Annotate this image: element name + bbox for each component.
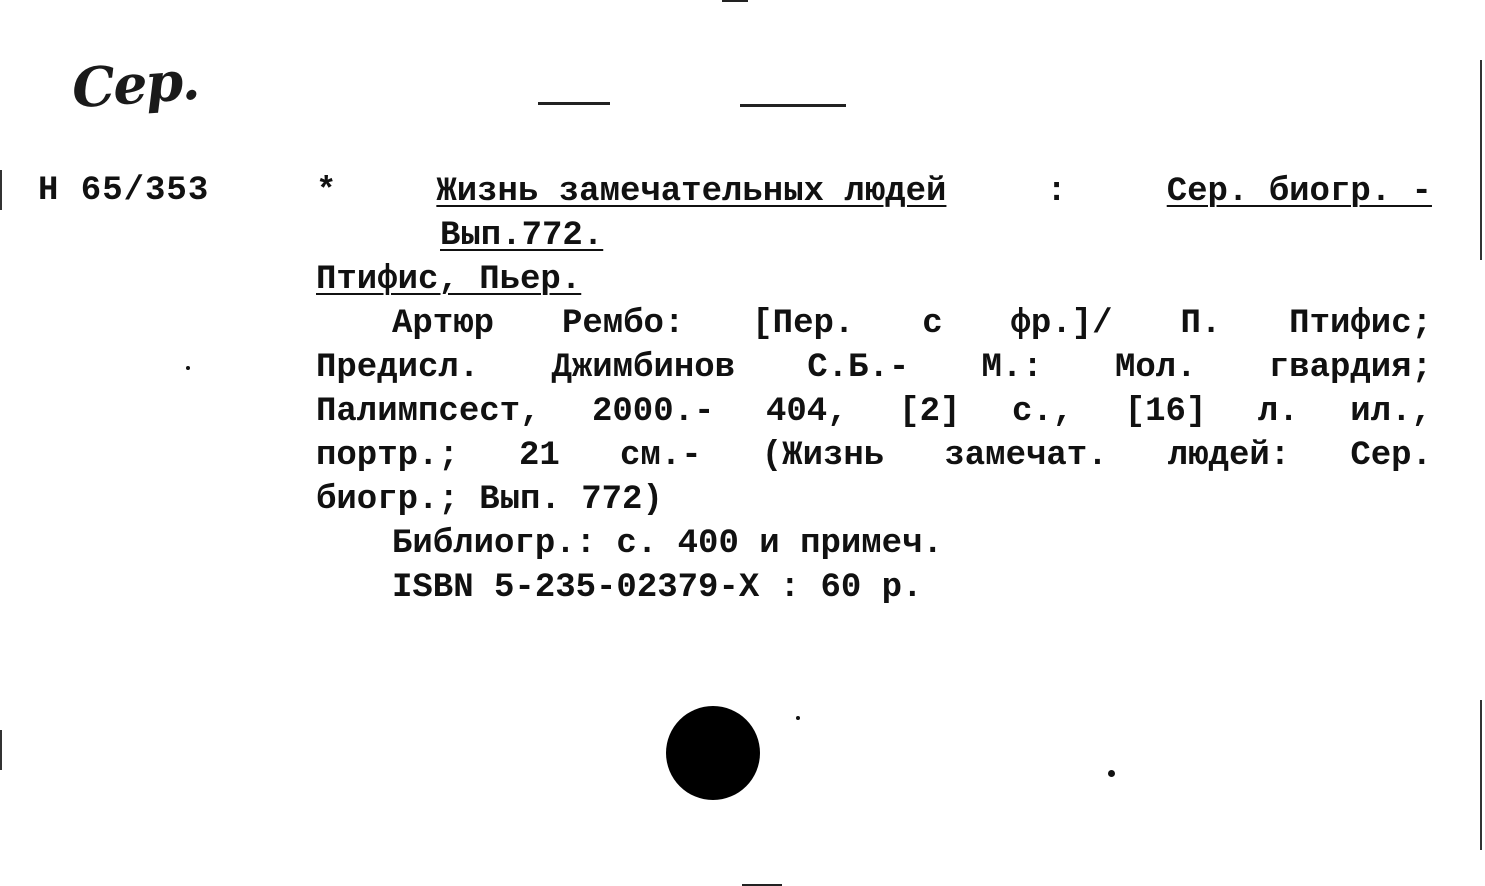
series-asterisk: *: [316, 173, 337, 211]
card-edge-mark: [0, 170, 2, 210]
description-word: биогр.; Вып. 772): [316, 481, 663, 519]
description-word: см.-: [619, 437, 702, 475]
description-word: портр.;: [316, 437, 459, 475]
description-word: Палимпсест,: [316, 393, 541, 431]
description-line: [316, 346, 1432, 390]
description-word: [2]: [899, 393, 961, 431]
card-edge-mark: [0, 730, 2, 770]
description-word: Джимбинов: [551, 349, 736, 387]
description-line: [316, 390, 1432, 434]
description-word: Сер.: [1350, 437, 1432, 475]
description-line: [316, 434, 1432, 478]
dash-mark-left: [538, 102, 610, 105]
isbn-price: ISBN 5-235-02379-X : 60 р.: [392, 569, 923, 607]
description-word: Рембо:: [561, 305, 685, 343]
description-line: [316, 478, 663, 522]
handwritten-series-mark: Сер.: [69, 47, 200, 121]
description-word: П.: [1180, 305, 1222, 343]
description-word: М.:: [981, 349, 1043, 387]
description-word: 21: [519, 437, 560, 475]
description-word: Предисл.: [316, 349, 480, 387]
series-subseries: Сер. биогр. -: [1166, 173, 1432, 211]
series-separator: :: [1046, 173, 1067, 211]
card-edge-mark: [1480, 700, 1482, 850]
description-word: [Пер.: [752, 305, 855, 343]
description-word: замечат.: [944, 437, 1108, 475]
description-word: гвардия;: [1268, 349, 1432, 387]
description-word: Мол.: [1114, 349, 1197, 387]
description-word: [16]: [1124, 393, 1207, 431]
description-word: Птифис;: [1289, 305, 1432, 343]
description-word: с: [922, 305, 943, 343]
description-word: (Жизнь: [761, 437, 885, 475]
speck-mark: [796, 716, 800, 720]
call-number: Н 65/353: [38, 172, 210, 210]
series-line: [316, 170, 1432, 214]
description-word: Артюр: [392, 305, 495, 343]
card-edge-mark: [1480, 60, 1482, 260]
author-heading: Птифис, Пьер.: [316, 261, 582, 299]
description-word: 404,: [765, 393, 848, 431]
description-word: фр.]/: [1010, 305, 1113, 343]
series-title: Жизнь замечательных людей: [436, 173, 947, 211]
speck-mark: [1108, 770, 1115, 777]
description-word: людей:: [1167, 437, 1291, 475]
punch-hole: [666, 706, 760, 800]
description-word: 2000.-: [592, 393, 715, 431]
series-issue: Вып.772.: [440, 217, 604, 255]
description-word: ил.,: [1350, 393, 1432, 431]
description-word: С.Б.-: [807, 349, 910, 387]
description-line: [392, 302, 1432, 346]
dash-mark-right: [740, 104, 846, 107]
description-word: л.: [1257, 393, 1299, 431]
description-word: с.,: [1011, 393, 1074, 431]
speck-mark: [186, 366, 190, 370]
card-edge-mark: [722, 0, 748, 2]
bibliography-note: Библиогр.: с. 400 и примеч.: [392, 525, 943, 563]
